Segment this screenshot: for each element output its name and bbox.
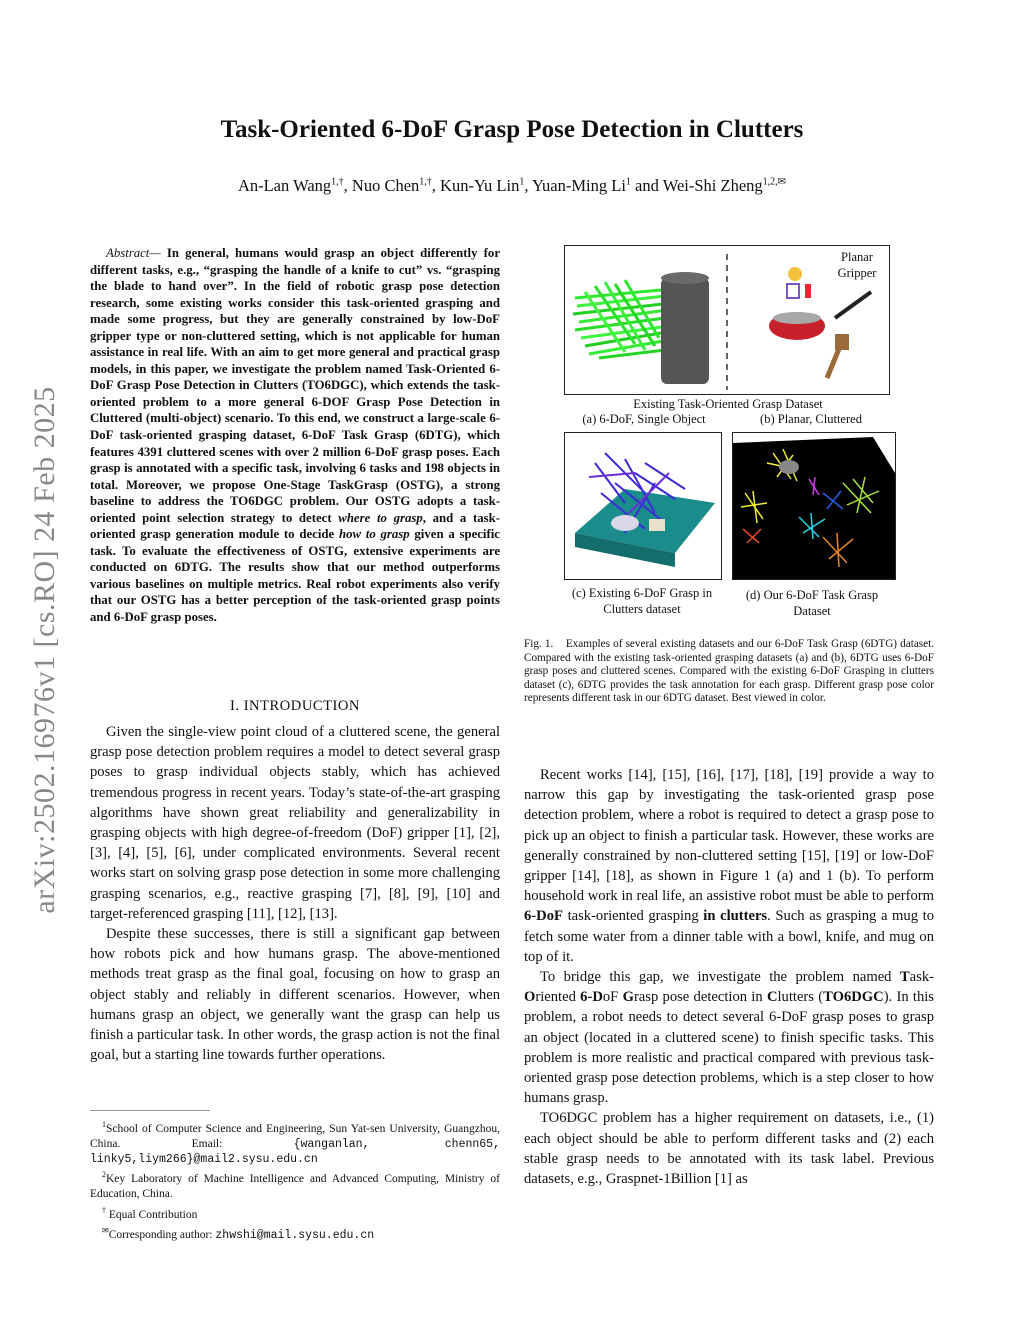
footnote-mark: 2 <box>102 1170 106 1180</box>
footnote-mark: † <box>102 1205 106 1215</box>
author-affiliation: 1 <box>625 176 631 188</box>
text-span: ask- <box>909 969 934 986</box>
text-span: ( <box>818 989 824 1006</box>
footnote <box>90 1223 500 1243</box>
figure-caption-label: Fig. 1. <box>524 638 554 650</box>
bold-letter: O <box>524 989 536 1006</box>
subfigure-a-label: (a) 6-DoF, Single Object <box>582 412 706 426</box>
author-affiliation: 1,† <box>419 176 432 188</box>
paragraph: TO6DGC problem has a higher requirement on datasets, i.e., (1) each object should be able to perform different tasks and (2) each stable grasp needs to be annotated with its task label. Previous datasets, e.g., Graspnet-1Billion [1] as <box>524 1110 934 1188</box>
paragraph <box>524 967 934 1108</box>
footnote-email[interactable]: {wanganlan, chenn65, linky5,liym266}@mail2.sysu.edu.cn <box>90 1138 500 1167</box>
text-span: To bridge this gap, we investigate the problem named <box>540 969 892 986</box>
abstract-emphasis: where to grasp <box>338 510 423 525</box>
author: Kun-Yu Lin <box>440 176 520 195</box>
text-span: rasp pose detection in <box>633 989 763 1006</box>
figure-panel-c <box>564 432 722 580</box>
author-affiliation: 1,2,✉ <box>762 176 787 188</box>
footnotes <box>90 1117 500 1243</box>
footnote-email[interactable]: zhwshi@mail.sysu.edu.cn <box>215 1228 375 1242</box>
author: Yuan-Ming Li <box>531 176 626 195</box>
author-list: An-Lan Wang$^{1,\dagger}$, Nuo Chen$^{1,\dagger}$, Kun-Yu Lin$^1$, Yuan-Ming Li$^1$ and Wei-Shi Zheng$^{1,2,✉}$ <box>237 176 787 195</box>
figure-top-caption: Existing Task-Oriented Grasp Dataset <box>633 397 823 411</box>
section-heading-introduction: I. INTRODUCTION <box>230 698 360 714</box>
figure-panel-d <box>732 432 896 580</box>
figure-caption-text: Examples of several existing datasets and our 6-DoF Task Grasp (6DTG) dataset. Compared with the existing task-oriented grasping datasets (a) and (b), 6DTG uses 6-DoF grasp poses and cluttered scenes. Compared with the existing 6-DoF Grasping in clutters dataset (c), 6DTG provides the task annotation for each grasp. Different grasp pose color represents different task in our 6DTG dataset. Best viewed in color. <box>524 638 935 705</box>
footnote <box>90 1203 500 1223</box>
footnote-rule <box>90 1110 210 1111</box>
figure-caption <box>524 638 934 706</box>
planar-gripper-label: Planar Gripper <box>837 250 877 280</box>
right-column-body <box>524 765 934 1189</box>
subfigure-c-label: (c) Existing 6-DoF Grasp in Clutters dataset <box>571 586 713 616</box>
text-span: riented <box>535 989 576 1006</box>
footnote <box>90 1117 500 1167</box>
bold-letter: T <box>899 969 910 986</box>
footnote-text: Key Laboratory of Machine Intelligence and Advanced Computing, Ministry of Education, China. <box>90 1173 500 1201</box>
author: Wei-Shi Zheng <box>662 176 763 195</box>
abstract-text: given a specific task. To evaluate the effectiveness of OSTG, extensive experiments are conducted on 6DTG. The results show that our method outperforms various baselines on multiple metrics. Real robot experiments also verify that our OSTG has a better perception of the task-oriented grasp points and 6-DoF grasp poses. <box>90 527 500 625</box>
bold-letter: C <box>766 989 778 1006</box>
abstract-lead: Abstract— <box>106 246 161 260</box>
paragraph: Given the single-view point cloud of a cluttered scene, the general grasp pose detection problem requires a model to detect several grasp poses to grasp individual objects stably, which has achieved tremendous progress in recent years. Today’s state-of-the-art grasping algorithms have shown great reliability and generalizability in grasping objects with high degree-of-freedom (DoF) gripper [1], [2], [3], [4], [5], [6], under complicated environments. Several recent works start on solving grasp pose detection in some more challenging grasping scenarios, e.g., reactive grasping [7], [8], [9], [10] and target-referenced grasping [11], [12], [13]. <box>90 724 500 922</box>
figure-d-illustration <box>733 433 895 579</box>
author: Nuo Chen <box>351 176 420 195</box>
text-span: Recent works [14], [15], [16], [17], [18], [19] provide a way to narrow this gap by investigating the task-oriented grasp pose detection problem, where a robot is required to detect a grasp pose to pick up an object to finish a particular task. However, these works are generally constrained by non-cluttered setting [15], [19] or low-DoF gripper [14], [18], as shown in Figure 1 (a) and 1 (b). To perform household work in real life, an assistive robot must be able to perform <box>524 767 934 905</box>
text-span: lutters <box>777 989 814 1006</box>
arxiv-stamp <box>14 350 76 950</box>
knife-object <box>835 292 871 318</box>
ball-object <box>788 267 802 281</box>
figure-c-illustration <box>565 433 721 579</box>
bold-term: 6-DoF <box>524 908 563 925</box>
author-affiliation: 1 <box>519 176 525 188</box>
author-affiliation: 1,† <box>331 176 344 188</box>
text-span: . Such as grasping a mug to fetch some water from a dinner table with a bowl, knife, and mug on top of it. <box>524 908 934 965</box>
footnote-text: Equal Contribution <box>106 1208 198 1221</box>
paragraph: Despite these successes, there is still a significant gap between how robots pick and how humans grasp. The above-mentioned methods treat grasp as the final goal, focusing on how to grasp an object stably and reliably in different scenarios. However, when humans grasp an object, we generally want the grasp can help us finish a particular task. In other words, the grasp action is not the final goal, but a starting line towards further operations. <box>90 926 500 1064</box>
paper-title: Task-Oriented 6-DoF Grasp Pose Detection in Clutters <box>220 116 804 143</box>
bold-letter: 6-D <box>580 989 603 1006</box>
green-grasp-poses <box>573 280 669 358</box>
black-scene <box>733 437 895 579</box>
footnote-text: Corresponding author: <box>108 1228 216 1241</box>
text-span: oF <box>602 989 619 1006</box>
author: An-Lan Wang <box>237 176 332 195</box>
bold-term: in clutters <box>703 908 768 925</box>
subfigure-d-label: (d) Our 6-DoF Task Grasp Dataset <box>745 588 879 618</box>
bold-letter: G <box>622 989 634 1006</box>
arxiv-stamp-text: arXiv:2502.16976v1 [cs.RO] 24 Feb 2025 <box>28 386 61 914</box>
planar-gripper-icon <box>787 284 799 298</box>
footnote <box>90 1167 500 1202</box>
bold-term: TO6DGC <box>823 989 884 1006</box>
abstract <box>90 245 500 626</box>
abstract-emphasis: how to grasp <box>338 527 410 542</box>
footnote-mark: 1 <box>102 1120 106 1129</box>
text-span: ). In this problem, a robot needs to detect several 6-DoF grasp poses to grasp an object (located in a cluttered scene) to finish specific tasks. This problem is more realistic and practical compared with previous task-oriented grasp pose detection problems, which is a step closer to how humans grasp. <box>524 989 934 1107</box>
text-span: task-oriented grasping <box>567 908 699 925</box>
subfigure-b-label: (b) Planar, Cluttered <box>760 412 862 426</box>
abstract-text: , and a task-oriented grasp generation module to decide <box>90 510 500 542</box>
footnote-text: School of Computer Science and Engineering, Sun Yat-sen University, Guangzhou, China. Email: <box>90 1122 500 1151</box>
paragraph <box>524 765 934 967</box>
mug-object <box>661 278 709 384</box>
abstract-text: In general, humans would grasp an object differently for different tasks, e.g., “grasping the handle of a knife to cut” vs. “grasping the blade to hand over”. In the field of robotic grasp pose detection research, some existing works consider this task-oriented grasping and made some progress, but they are generally constrained by low-DoF gripper type or non-cluttered setting, which is not applicable for human assistance in real life. With an aim to get more general and practical grasp models, in this paper, we investigate the problem named Task-Oriented 6-DoF Grasp Pose Detection in Clutters (TO6DGC), which extends the task-oriented problem to a more general 6-DOF Grasp Pose Detection in Cluttered (multi-object) scenario. To this end, we construct a large-scale 6-DoF task-oriented grasping dataset, 6-DoF Task Grasp (6DTG), which features 4391 cluttered scenes with over 2 million 6-DoF grasp poses. Each grasp is annotated with a specific task, involving 6 tasks and 198 objects in total. Moreover, we propose One-Stage TaskGrasp (OSTG), a strong baseline to address the TO6DGC problem. Our OSTG adopts a task-oriented point selection strategy to detect <box>90 246 500 525</box>
footnote-mark: ✉ <box>102 1225 109 1235</box>
introduction-body <box>90 722 500 1065</box>
